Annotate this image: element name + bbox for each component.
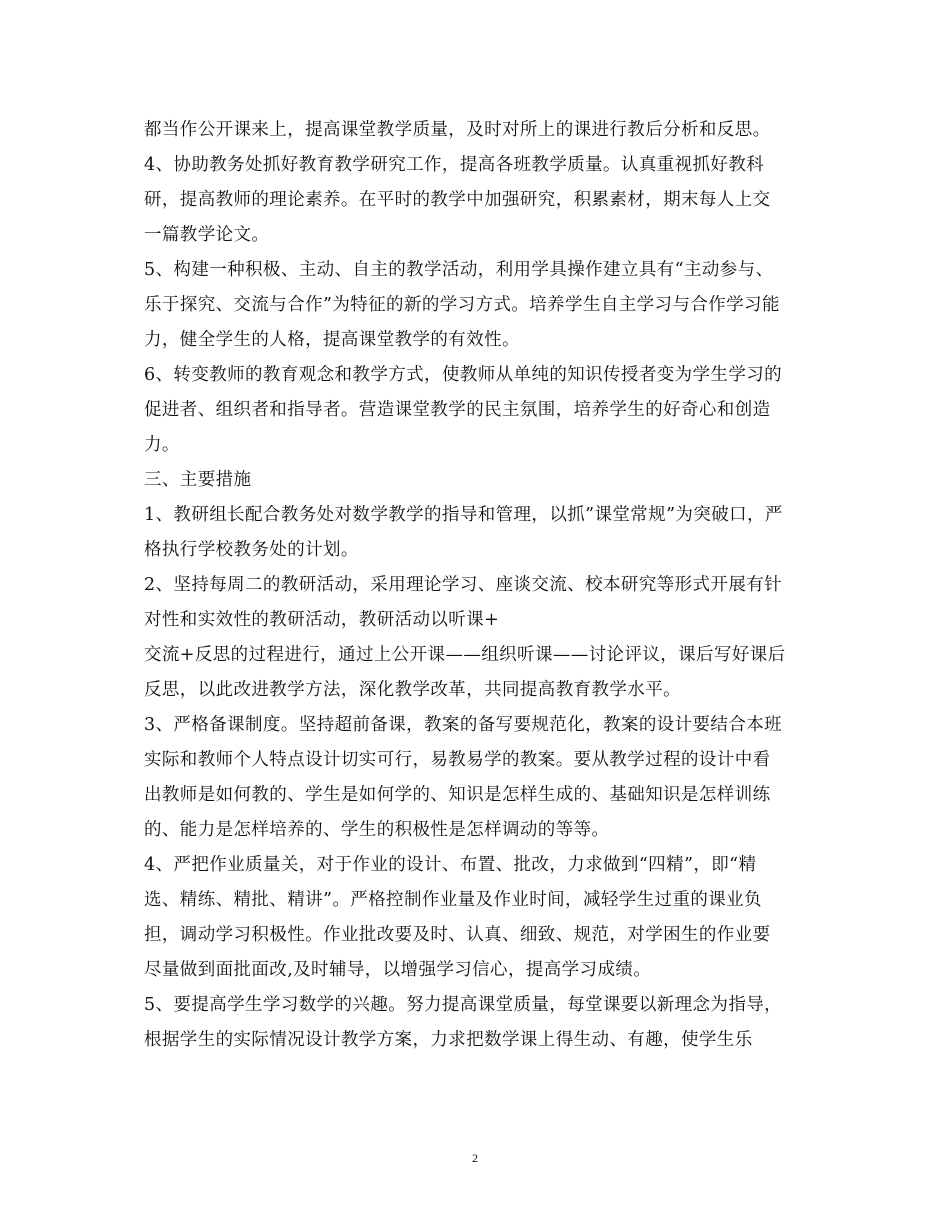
text-line: 都当作公开课来上，提高课堂教学质量，及时对所上的课进行教后分析和反思。: [144, 120, 771, 140]
text-line: 一篇教学论文。: [144, 225, 270, 245]
text-line: 5、要提高学生学习数学的兴趣。努力提高课堂质量，每堂课要以新理念为指导，: [144, 995, 783, 1015]
body-text: [144, 113, 814, 1058]
text-line: 1、教研组长配合教务处对数学教学的指导和管理，以抓”课堂常规”为突破口，严: [144, 505, 783, 525]
text-line: 促进者、组织者和指导者。营造课堂教学的民主氛围，培养学生的好奇心和创造: [144, 400, 771, 420]
text-line: 根据学生的实际情况设计教学方案，力求把数学课上得生动、有趣，使学生乐: [144, 1030, 753, 1050]
text-line: 力，健全学生的人格，提高课堂教学的有效性。: [144, 330, 520, 350]
text-line: 出教师是如何教的、学生是如何学的、知识是怎样生成的、基础知识是怎样训练: [144, 785, 771, 805]
section-heading: 三、主要措施: [144, 470, 252, 490]
text-line: 交流+反思的过程进行，通过上公开课——组织听课——讨论评议，课后写好课后: [144, 645, 786, 665]
text-line: 5、构建一种积极、主动、自主的教学活动，利用学具操作建立具有“主动参与、: [144, 260, 774, 280]
text-line: 4、严把作业质量关，对于作业的设计、布置、批改，力求做到“四精”，即“精: [144, 855, 757, 875]
text-line: 4、协助教务处抓好教育教学研究工作，提高各班教学质量。认真重视抓好教科: [144, 155, 765, 175]
text-line: 对性和实效性的教研活动，教研活动以听课+: [144, 610, 500, 630]
text-line: 3、严格备课制度。坚持超前备课，教案的备写要规范化，教案的设计要结合本班: [144, 715, 783, 735]
text-line: 2、坚持每周二的教研活动，采用理论学习、座谈交流、校本研究等形式开展有针: [144, 575, 783, 595]
text-line: 的、能力是怎样培养的、学生的积极性是怎样调动的等等。: [144, 820, 610, 840]
text-line: 研，提高教师的理论素养。在平时的教学中加强研究，积累素材，期末每人上交: [144, 190, 771, 210]
text-line: 实际和教师个人特点设计切实可行，易教易学的教案。要从教学过程的设计中看: [144, 750, 771, 770]
page-number: 2: [472, 1151, 478, 1165]
text-line: 尽量做到面批面改,及时辅导，以增强学习信心，提高学习成绩。: [144, 960, 652, 980]
text-line: 选、精练、精批、精讲”。严格控制作业量及作业时间，减轻学生过重的课业负: [144, 890, 762, 910]
text-line: 担，调动学习积极性。作业批改要及时、认真、细致、规范，对学困生的作业要: [144, 925, 771, 945]
text-line: 6、转变教师的教育观念和教学方式，使教师从单纯的知识传授者变为学生学习的: [144, 365, 783, 385]
text-line: 格执行学校教务处的计划。: [144, 540, 359, 560]
text-line: 反思，以此改进教学方法，深化教学改革，共同提高教育教学水平。: [144, 680, 681, 700]
text-line: 力。: [144, 435, 180, 455]
text-line: 乐于探究、交流与合作”为特征的新的学习方式。培养学生自主学习与合作学习能: [144, 295, 780, 315]
